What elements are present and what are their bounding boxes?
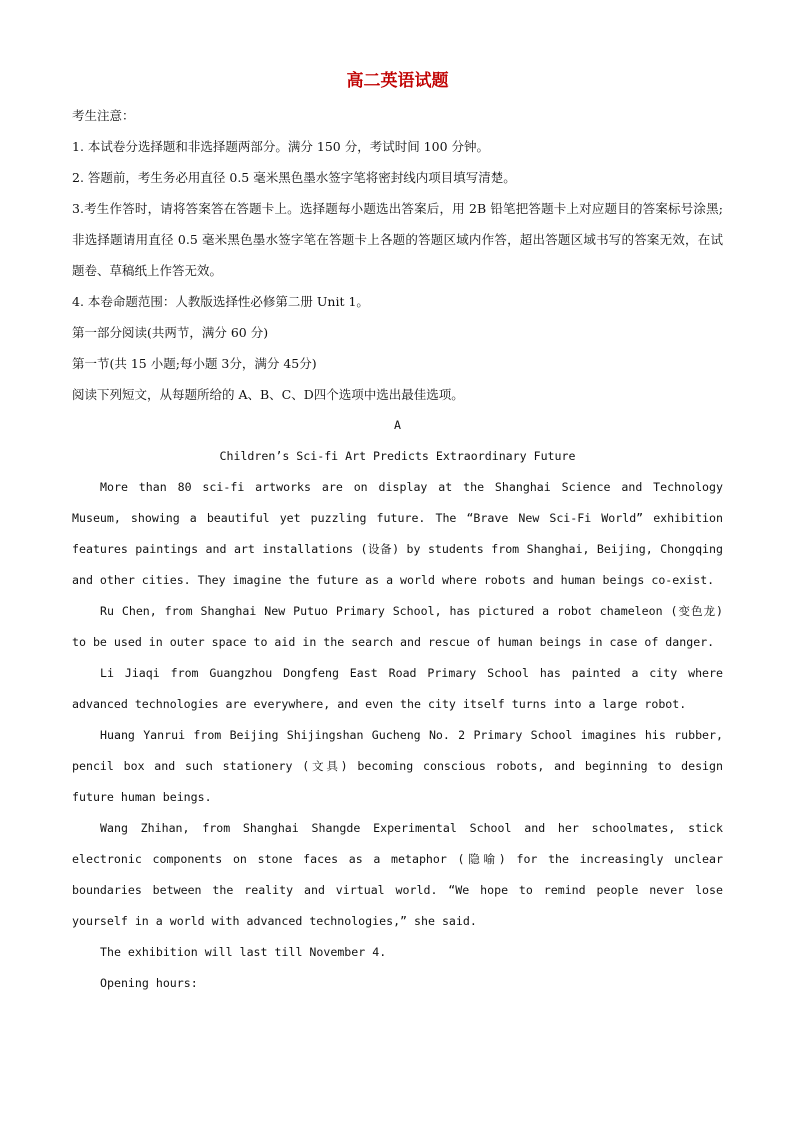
passage-paragraph: More than 80 sci-fi artworks are on display at the Shanghai Science and Technology Museum, showing a beautiful yet puzzling future. The “Brave New Sci-Fi World” exhibition features paintings and art installations (设备) by students from Shanghai, Beijing, Chongqing and other cities. They imagine the future as a world where robots and human beings co-exist. [72, 480, 723, 587]
part-heading: 第一部分阅读(共两节，满分 60 分) [72, 325, 269, 340]
notice-item-2: 2. 答题前，考生务必用直径 0.5 毫米黑色墨水签字笔将密封线内项目填写清楚。 [72, 170, 516, 185]
passage-paragraph: Opening hours: [100, 976, 198, 990]
reading-instruction: 阅读下列短文，从每题所给的 A、B、C、D四个选项中选出最佳选项。 [72, 387, 464, 402]
passage-paragraph: Wang Zhihan, from Shanghai Shangde Experimental School and her schoolmates, stick electronic components on stone faces as a metaphor (隐喻) for the increasingly unclear boundaries between the reality and virtual world. “We hope to remind people never lose yourself in a world with advanced technologies,” she said. [72, 821, 723, 928]
notice-item-1: 1. 本试卷分选择题和非选择题两部分。满分 150 分，考试时间 100 分钟。 [72, 139, 490, 154]
notice-item-4: 4. 本卷命题范围：人教版选择性必修第二册 Unit 1。 [72, 294, 369, 309]
subsection-heading: 第一节(共 15 小题;每小题 3分，满分 45分) [72, 356, 317, 371]
exam-page [72, 68, 723, 999]
passage-paragraph: The exhibition will last till November 4. [100, 945, 387, 959]
passage-paragraph: Li Jiaqi from Guangzhou Dongfeng East Road Primary School has painted a city where advanced technologies are everywhere, and even the city itself turns into a large robot. [72, 666, 723, 711]
notice-item-3: 3.考生作答时，请将答案答在答题卡上。选择题每小题选出答案后，用 2B 铅笔把答题卡上对应题目的答案标号涂黑;非选择题请用直径 0.5 毫米黑色墨水签字笔在答题卡上各题的答题区域内作答，超出答题区域书写的答案无效，在试题卷、草稿纸上作答无效。 [72, 201, 723, 278]
notice-heading: 考生注意： [72, 108, 135, 123]
passage-title: Children’s Sci-fi Art Predicts Extraordinary Future [219, 449, 576, 463]
exam-title: 高二英语试题 [346, 71, 449, 91]
passage-paragraph: Ru Chen, from Shanghai New Putuo Primary School, has pictured a robot chameleon (变色龙) to be used in outer space to aid in the search and rescue of human beings in case of danger. [72, 604, 723, 649]
passage-paragraph: Huang Yanrui from Beijing Shijingshan Gucheng No. 2 Primary School imagines his rubber, pencil box and such stationery (文具) becoming conscious robots, and beginning to design future human beings. [72, 728, 723, 804]
passage-letter: A [394, 418, 401, 432]
